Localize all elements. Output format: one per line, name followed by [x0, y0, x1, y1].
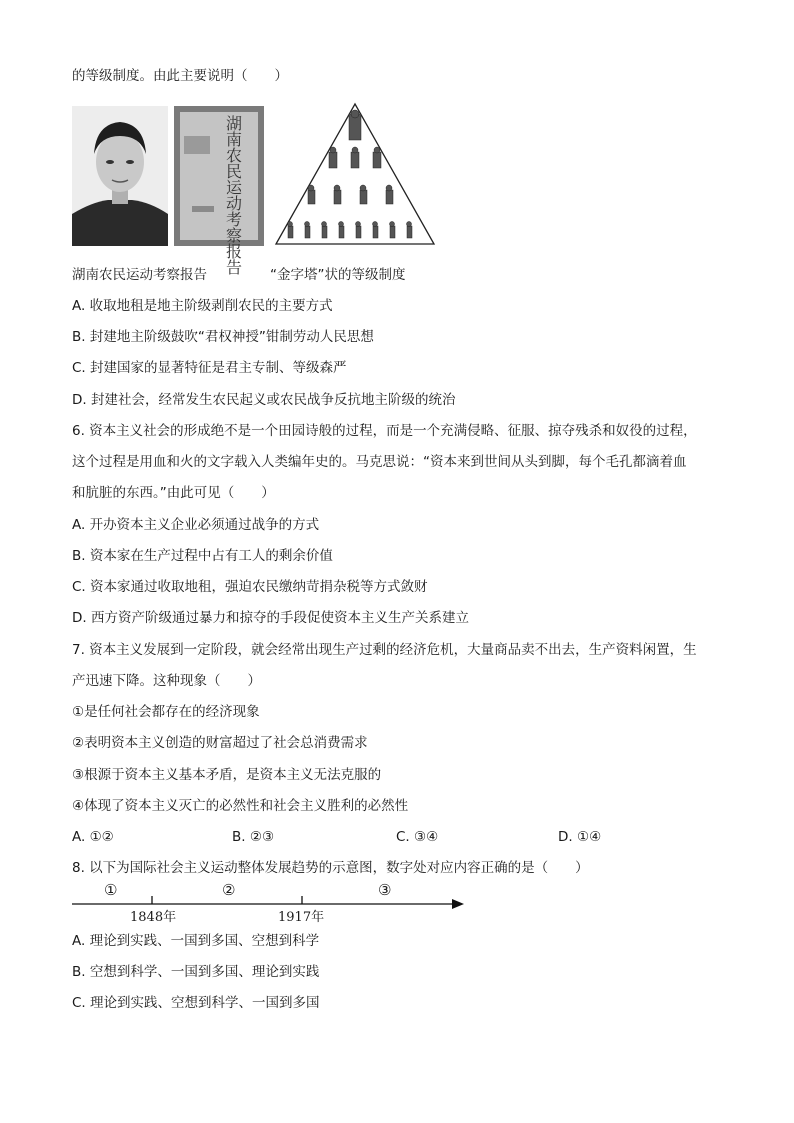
q7-statement-1: ①是任何社会都存在的经济现象: [72, 704, 260, 720]
q7-option-d: D. ①④: [558, 829, 602, 845]
q5-option-c: C. 封建国家的显著特征是君主专制、等级森严: [72, 360, 347, 376]
caption-left: 湖南农民运动考察报告: [72, 267, 207, 283]
pyramid-hierarchy-diagram: [274, 102, 436, 246]
q7-stem-line-2: 产迅速下降。这种现象（ ）: [72, 673, 261, 689]
timeline-marker-1: ①: [104, 881, 118, 899]
q6-option-c: C. 资本家通过收取地租，强迫农民缴纳苛捐杂税等方式敛财: [72, 579, 428, 595]
q7-statement-3: ③根源于资本主义基本矛盾，是资本主义无法克服的: [72, 767, 382, 783]
q8-stem: 8. 以下为国际社会主义运动整体发展趋势的示意图，数字处对应内容正确的是（ ）: [72, 860, 589, 876]
q5-option-a: A. 收取地租是地主阶级剥削农民的主要方式: [72, 298, 333, 314]
q6-option-a: A. 开办资本主义企业必须通过战争的方式: [72, 517, 320, 533]
q7-statement-4: ④体现了资本主义灭亡的必然性和社会主义胜利的必然性: [72, 798, 409, 814]
q7-statement-2: ②表明资本主义创造的财富超过了社会总消费需求: [72, 735, 368, 751]
q8-timeline: [72, 878, 472, 928]
timeline-marker-2: ②: [222, 881, 236, 899]
timeline-marker-3: ③: [378, 881, 392, 899]
timeline-year-1917: 1917年: [278, 910, 325, 925]
q5-option-d: D. 封建社会，经常发生农民起义或农民战争反抗地主阶级的统治: [72, 392, 456, 408]
intro-tail: 的等级制度。由此主要说明（ ）: [72, 68, 288, 84]
q6-option-b: B. 资本家在生产过程中占有工人的剩余价值: [72, 548, 333, 564]
timeline-year-1848: 1848年: [130, 910, 177, 925]
q8-option-a: A. 理论到实践、一国到多国、空想到科学: [72, 933, 320, 949]
q7-option-a: A. ①②: [72, 829, 114, 845]
q8-option-c: C. 理论到实践、空想到科学、一国到多国: [72, 995, 320, 1011]
q6-stem-line-2: 这个过程是用血和火的文字载入人类编年史的。马克思说：“资本来到世间从头到脚，每个毛孔都滴着血: [72, 454, 687, 470]
q7-stem-line-1: 7. 资本主义发展到一定阶段，就会经常出现生产过剩的经济危机，大量商品卖不出去，生产资料闲置，生: [72, 642, 697, 658]
book-title: 湖南农民运动考察报告: [226, 114, 243, 277]
q7-option-b: B. ②③: [232, 829, 275, 845]
q6-stem-line-3: 和肮脏的东西。”由此可见（ ）: [72, 485, 275, 501]
caption-right: “金字塔”状的等级制度: [270, 267, 406, 283]
portrait-photo: [72, 106, 168, 246]
q7-option-c: C. ③④: [396, 829, 439, 845]
report-book-cover: [174, 106, 264, 277]
q6-stem-line-1: 6. 资本主义社会的形成绝不是一个田园诗般的过程，而是一个充满侵略、征服、掠夺残杀和奴役的过程，: [72, 423, 697, 439]
q6-option-d: D. 西方资产阶级通过暴力和掠夺的手段促使资本主义生产关系建立: [72, 610, 469, 626]
q8-option-b: B. 空想到科学、一国到多国、理论到实践: [72, 964, 320, 980]
q5-option-b: B. 封建地主阶级鼓吹“君权神授”钳制劳动人民思想: [72, 329, 374, 345]
